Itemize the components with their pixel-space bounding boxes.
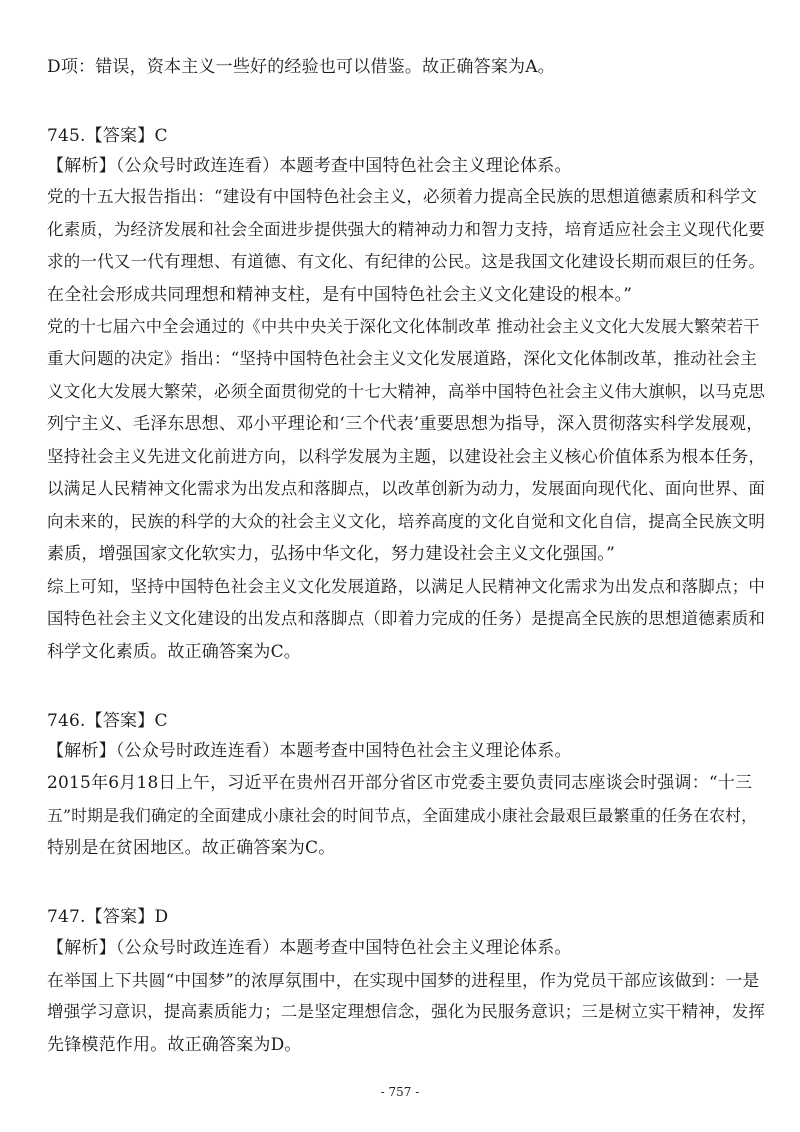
text-line: 【解析】（公众号时政连连看）本题考查中国特色社会主义理论体系。	[47, 741, 572, 761]
text-line: 义文化大发展大繁荣，必须全面贯彻党的十七大精神，高举中国特色社会主义伟大旗帜，以马克思	[47, 382, 766, 401]
text-line: 以满足人民精神文化需求为出发点和落脚点，以改革创新为动力，发展面向现代化、面向世界、面	[47, 479, 766, 498]
text-line: 国特色社会主义文化建设的出发点和落脚点（即着力完成的任务）是提高全民族的思想道德素质和	[47, 609, 766, 628]
text-line: 党的十七届六中全会通过的《中共中央关于深化文化体制改革 推动社会主义文化大发展大繁荣若干	[47, 317, 760, 336]
text-line: 党的十五大报告指出：“建设有中国特色社会主义，必须着力提高全民族的思想道德素质和科学文	[47, 187, 758, 206]
text-line: 2015年6月18日上午，习近平在贵州召开部分省区市党委主要负责同志座谈会时强调：“十三	[47, 773, 753, 793]
text-line: 重大问题的决定》指出：“坚持中国特色社会主义文化发展道路，深化文化体制改革，推动社会主	[47, 349, 758, 368]
text-line: 化素质，为经济发展和社会全面进步提供强大的精神动力和智力支持，培育适应社会主义现代化要	[47, 220, 766, 239]
answer-heading: 747.【答案】D	[47, 907, 169, 927]
text-line: 先锋模范作用。故正确答案为D。	[47, 1035, 302, 1055]
text-line: 五”时期是我们确定的全面建成小康社会的时间节点，全面建成小康社会最艰巨最繁重的任务在农村，	[47, 806, 758, 825]
answer-heading: 745.【答案】C	[47, 126, 168, 146]
text-line: 【解析】（公众号时政连连看）本题考查中国特色社会主义理论体系。	[47, 938, 572, 958]
text-line: 列宁主义、毛泽东思想、邓小平理论和‘三个代表’重要思想为指导，深入贯彻落实科学发展观，	[47, 414, 764, 434]
text-line: 【解析】（公众号时政连连看）本题考查中国特色社会主义理论体系。	[47, 156, 572, 176]
page-number: - 757 -	[380, 1085, 420, 1099]
text-line: 坚持社会主义先进文化前进方向，以科学发展为主题，以建设社会主义核心价值体系为根本任务，	[47, 447, 766, 466]
text-line: 求的一代又一代有理想、有道德、有文化、有纪律的公民。这是我国文化建设长期而艰巨的任务。	[47, 252, 766, 271]
text-line: 增强学习意识，提高素质能力；二是坚定理想信念，强化为民服务意识；三是树立实干精神，发挥	[47, 1002, 766, 1021]
text-line: 素质，增强国家文化软实力，弘扬中华文化，努力建设社会主义文化强国。”	[47, 544, 615, 564]
text-line: D项：错误，资本主义一些好的经验也可以借鉴。故正确答案为A。	[47, 57, 555, 77]
answer-heading: 746.【答案】C	[47, 711, 168, 731]
text-line: 特别是在贫困地区。故正确答案为C。	[47, 838, 336, 858]
text-line: 在举国上下共圆“中国梦”的浓厚氛围中，在实现中国梦的进程里，作为党员干部应该做到：一是	[47, 970, 760, 990]
text-line: 综上可知，坚持中国特色社会主义文化发展道路，以满足人民精神文化需求为出发点和落脚点；中	[47, 577, 766, 596]
text-line: 向未来的，民族的科学的大众的社会主义文化，培养高度的文化自觉和文化自信，提高全民族文明	[47, 512, 766, 531]
text-line: 在全社会形成共同理想和精神支柱，是有中国特色社会主义文化建设的根本。”	[47, 285, 633, 305]
text-line: 科学文化素质。故正确答案为C。	[47, 642, 302, 662]
